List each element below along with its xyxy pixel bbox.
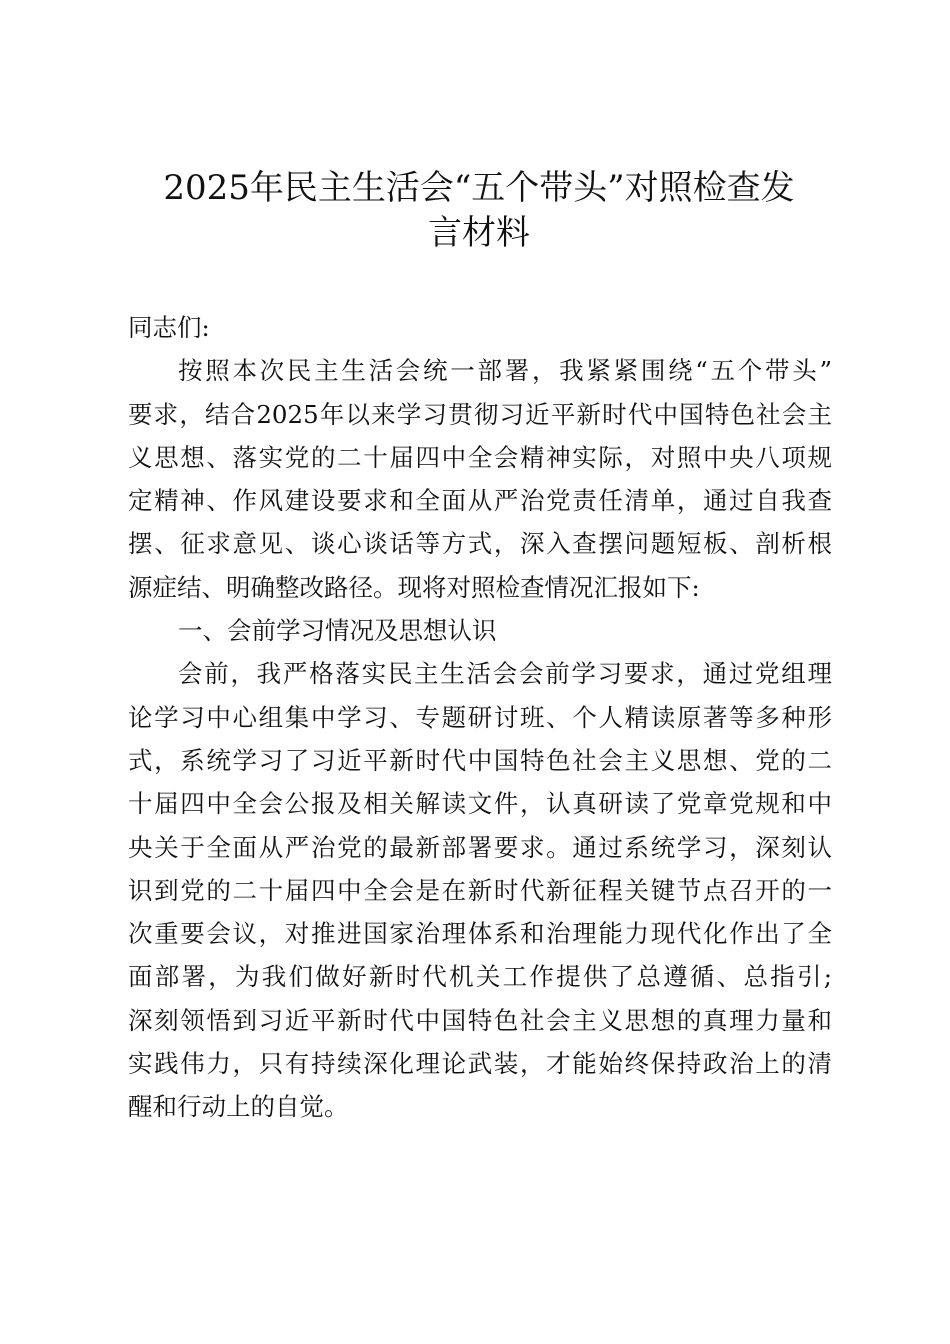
salutation: 同志们: bbox=[128, 313, 210, 342]
paragraph-line: 央关于全面从严治党的最新部署要求。通过系统学习，深刻认 bbox=[128, 832, 832, 862]
title-line-2: 言材料 bbox=[428, 213, 530, 253]
paragraph-line: 次重要会议，对推进国家治理体系和治理能力现代化作出了全 bbox=[128, 919, 832, 949]
paragraph-line: 式，系统学习了习近平新时代中国特色社会主义思想、党的二 bbox=[128, 745, 832, 775]
paragraph-line: 识到党的二十届四中全会是在新时代新征程关键节点召开的一 bbox=[128, 875, 832, 905]
title-line-1: 2025年民主生活会“五个带头”对照检查发 bbox=[163, 168, 795, 208]
paragraph-line: 实践伟力，只有持续深化理论武装，才能始终保持政治上的清 bbox=[128, 1049, 832, 1079]
section-heading-1 bbox=[128, 609, 832, 652]
paragraph-line: 按照本次民主生活会统一部署，我紧紧围绕“五个带头” bbox=[178, 356, 832, 386]
paragraph-line: 要求，结合2025年以来学习贯彻习近平新时代中国特色社会主 bbox=[128, 399, 832, 429]
paragraph-line: 会前，我严格落实民主生活会会前学习要求，通过党组理 bbox=[178, 659, 832, 689]
section-heading: 一、会前学习情况及思想认识 bbox=[178, 616, 497, 646]
paragraph-intro bbox=[128, 349, 832, 609]
paragraph-line: 醒和行动上的自觉。 bbox=[128, 1092, 349, 1122]
paragraph-line: 论学习中心组集中学习、专题研讨班、个人精读原著等多种形 bbox=[128, 702, 832, 732]
paragraph-line: 面部署，为我们做好新时代机关工作提供了总遵循、总指引; bbox=[128, 962, 832, 992]
document-body bbox=[128, 306, 832, 1129]
paragraph-line: 源症结、明确整改路径。现将对照检查情况汇报如下: bbox=[128, 572, 700, 602]
document-title bbox=[128, 166, 830, 256]
paragraph-line: 摆、征求意见、谈心谈话等方式，深入查摆问题短板、剖析根 bbox=[128, 529, 832, 559]
paragraph-line: 深刻领悟到习近平新时代中国特色社会主义思想的真理力量和 bbox=[128, 1005, 832, 1035]
paragraph-study bbox=[128, 652, 832, 1128]
paragraph-line: 定精神、作风建设要求和全面从严治党责任清单，通过自我查 bbox=[128, 486, 832, 516]
paragraph-line: 十届四中全会公报及相关解读文件，认真研读了党章党规和中 bbox=[128, 789, 832, 819]
paragraph-line: 义思想、落实党的二十届四中全会精神实际，对照中央八项规 bbox=[128, 442, 832, 472]
